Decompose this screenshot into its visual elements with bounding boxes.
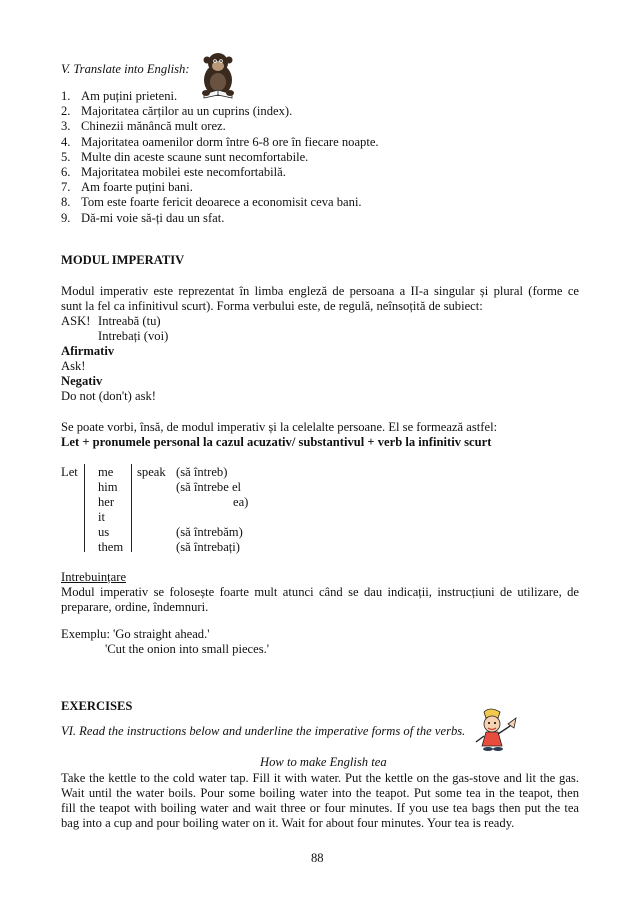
pronoun-it: it: [98, 510, 105, 524]
list-item: 8. Tom este foarte fericit deoarece a economisit ceva bani.: [61, 195, 362, 210]
example-label: Exemplu:: [61, 627, 110, 641]
pronoun-him: him: [98, 480, 118, 494]
afirmativ-label: Afirmativ: [61, 344, 115, 358]
ask-translation-tu: Intreabă (tu): [98, 314, 161, 328]
translation-list: [61, 89, 379, 226]
list-item: 9. Dă-mi voie să-ți dau un sfat.: [61, 210, 225, 225]
usage-title: Intrebuințare: [61, 570, 127, 584]
list-item: 4. Majoritatea oamenilor dorm între 6-8 ore în fiecare noapte.: [61, 134, 379, 149]
list-item: 7. Am foarte puțini bani.: [61, 180, 193, 195]
recipe-line-1: Take the kettle to the cold water tap. Fill it with water. Put the kettle on the gas-stove and lit the gas.: [61, 771, 579, 785]
recipe-title: How to make English tea: [260, 755, 387, 769]
ask-translation-voi: Intrebați (voi): [98, 329, 169, 343]
ask-word: ASK!: [61, 314, 91, 328]
let-word: Let: [61, 465, 78, 479]
list-item: 3. Chinezii mănâncă mult orez.: [61, 119, 226, 134]
other-persons-text: Se poate vorbi, însă, de modul imperativ și la celelalte persoane. El se formează astfel:: [61, 420, 498, 434]
imperative-intro-line-1: Modul imperativ este reprezentat în limba engleză de persoana a II-a singular și plural (forme ce: [61, 284, 579, 298]
recipe-line-2: Wait until the water boils. Pour some boiling water into the teapot. Put some tea in the teapot, then: [61, 786, 579, 800]
translation-us: (să întrebăm): [176, 525, 243, 539]
translation-him: (să întrebe el: [176, 480, 242, 494]
translation-them: (să întrebați): [176, 540, 240, 554]
recipe-line-4: bag into a cup and pour boiling water on it. Wait for about four minutes. Your tea is ready.: [61, 816, 515, 830]
translation-her: ea): [233, 495, 249, 509]
list-item: 1. Am puțini prieteni.: [61, 89, 178, 103]
imperative-title: MODUL IMPERATIV: [61, 253, 185, 267]
let-formula: Let + pronumele personal la cazul acuzativ/ substantivul + verb la infinitiv scurt: [61, 435, 492, 449]
pronoun-her: her: [98, 495, 115, 509]
usage-line-2: preparare, ordine, îndemnuri.: [61, 600, 209, 614]
table-divider-left: [84, 464, 85, 552]
usage-line-1: Modul imperativ se folosește foarte mult atunci când se dau indicații, instrucțiuni de utilizare, de: [61, 585, 579, 599]
imperative-intro-line-2: sunt la fel ca infinitivul scurt). Forma verbului este, de regulă, neînsoțită de subiect:: [61, 299, 483, 313]
pronoun-me: me: [98, 465, 114, 479]
negativ-label: Negativ: [61, 374, 103, 388]
section-5-heading: V. Translate into English:: [61, 62, 190, 76]
example-2: 'Cut the onion into small pieces.': [105, 642, 270, 656]
exercises-title: EXERCISES: [61, 699, 133, 713]
translation-me: (să întreb): [176, 465, 228, 479]
list-item: 6. Majoritatea mobilei este necomfortabilă.: [61, 165, 286, 180]
negativ-example: Do not (don't) ask!: [61, 389, 156, 403]
pronoun-them: them: [98, 540, 124, 554]
cartoon-character-illustration: [470, 708, 520, 752]
page-number: 88: [311, 851, 324, 865]
exercise-6-instruction: VI. Read the instructions below and underline the imperative forms of the verbs.: [61, 724, 466, 738]
recipe-line-3: fill the teapot with boiling water and wait three or four minutes. If you use tea bags then put the tea: [61, 801, 579, 815]
list-item: 5. Multe din aceste scaune sunt necomfortabile.: [61, 149, 309, 164]
afirmativ-example: Ask!: [61, 359, 86, 373]
pronoun-us: us: [98, 525, 110, 539]
verb-speak: speak: [137, 465, 166, 479]
table-divider-right: [131, 464, 132, 552]
example-1: 'Go straight ahead.': [113, 627, 210, 641]
list-item: 2. Majoritatea cărților au un cuprins (index).: [61, 104, 293, 119]
